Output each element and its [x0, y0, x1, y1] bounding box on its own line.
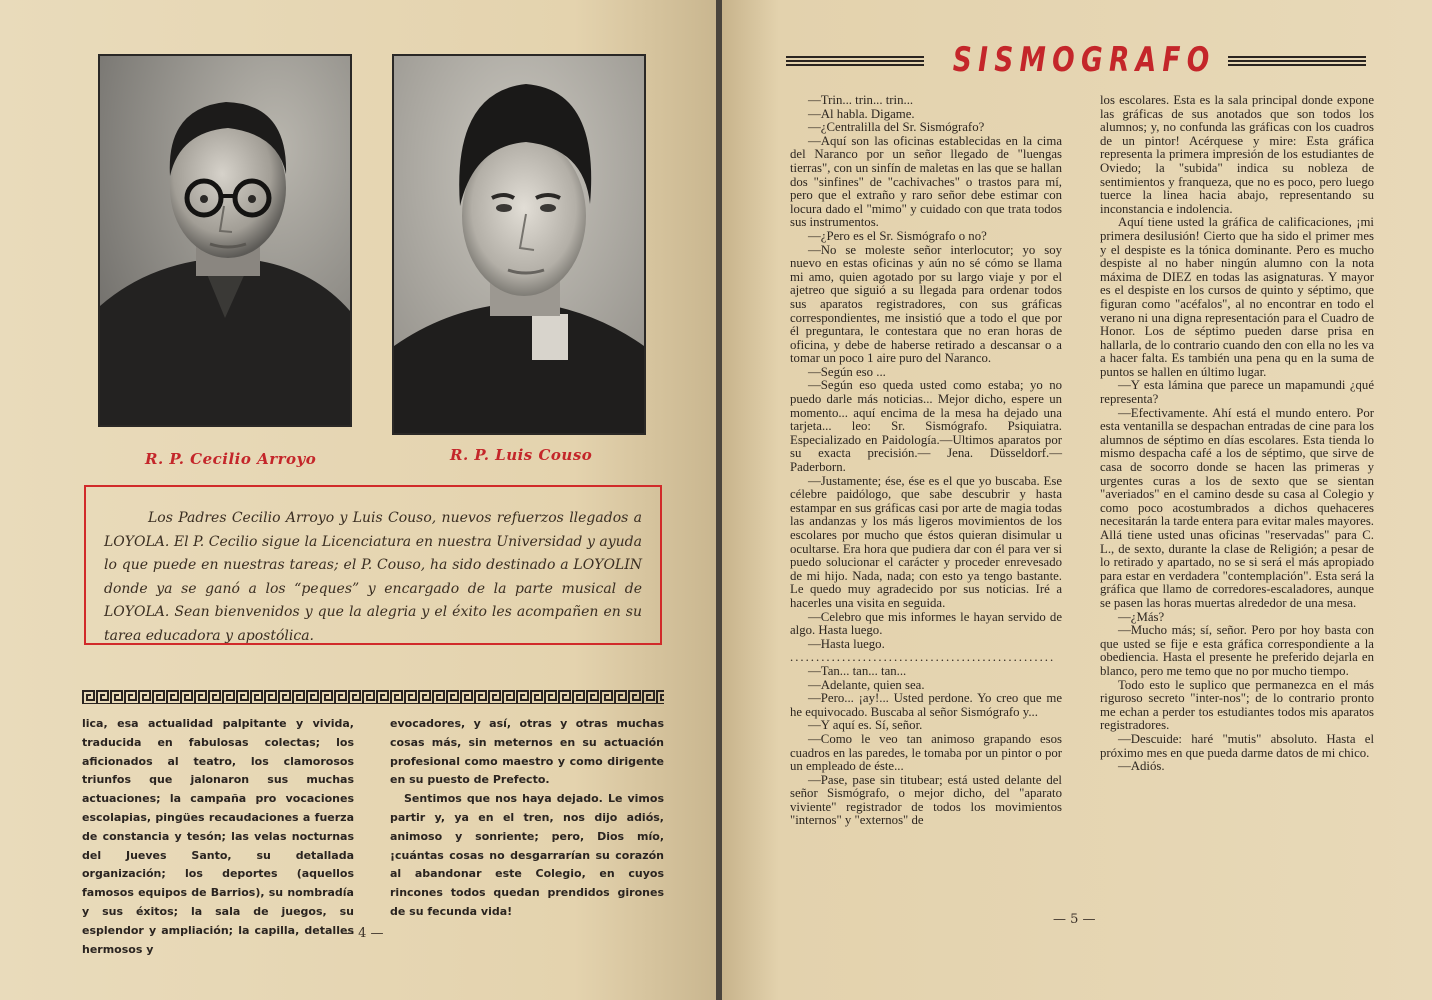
masthead-rule-left: [786, 54, 924, 68]
dialogue-line: los escolares. Esta es la sala principal donde expone las gráficas de sus anotados que son todos los alumnos; y, no confunda las gráficas con los cuadros de un pintor! Acérquese y mire: Esta gráfica representa la primera impresión de los estudiantes de Oviedo; la "subida" indica su nobleza de sentimientos y franqueza, que no es poco, pero luego tuerce la linea hacia abajo, representando su inconstancia e indolencia.: [1100, 93, 1374, 216]
dialogue-line: —Y aquí es. Sí, señor.: [808, 718, 923, 733]
dialogue-line: —Adelante, quien sea.: [808, 677, 925, 692]
sismografo-column-2: [1100, 94, 1374, 774]
dialogue-line: —Justamente; ése, ése es el que yo buscaba. Ese célebre paidólogo, que sabe descubrir y hasta estampar en sus gráficas casi por arte de magia todas las andanzas y los más ligeros movimientos de los escolares por mucho que éstos quieran disimular u ocultarse. Era hora que pudiera dar con él para ver si puedo solucionar el carácter y proceder enrevesado de mi hijo. Nada, nada; con esto ya tengo bastante. Le quedo muy agradecido por sus noticias. Iré a hacerles una visita en seguida.: [790, 473, 1062, 610]
photo-caption-couso: R. P. Luis Couso: [450, 446, 593, 464]
left-column-1-text: lica, esa actualidad palpitante y vivida, traducida en fabulosas colectas; los aficionados al teatro, los clamorosos triunfos que jalonaron sus muchas actuaciones; la campaña pro vocaciones escolapias, pingües recaudaciones a fuerza de constancia y tesón; las velas nocturnas del Jueves Santo, su detallada organización; los deportes (aquellos famosos equipos de Barrios), su nombradía y sus éxitos; la sala de juegos, su esplendor y ampliación; la capilla, detalles hermosos y: [82, 717, 354, 956]
dialogue-line: —Como le veo tan animoso grapando esos cuadros en las paredes, le tomaba por un pintor o por un empleado de éste...: [790, 731, 1062, 774]
dialogue-line: —¿Pero es el Sr. Sismógrafo o no?: [808, 228, 987, 243]
dialogue-line: —Al habla. Digame.: [808, 106, 915, 121]
left-article-column-1: [82, 715, 354, 959]
dialogue-line: —Y esta lámina que parece un mapamundi ¿qué representa?: [1100, 378, 1374, 407]
section-separator: ...................................................: [790, 651, 1056, 665]
intro-text: Los Padres Cecilio Arroyo y Luis Couso, nuevos refuerzos llegados a LOYOLA. El P. Cecilio sigue la Licenciatura en nuestra Universidad y ayuda lo que puede en nuestras tareas; el P. Couso, ha sido destinado a LOYOLIN donde ya se ganó a los “peques” y encargado de la parte musical de LOYOLA. Sean bienvenidos y que la alegria y el éxito les acompañen en su tarea educadora y apostólica.: [104, 510, 642, 644]
intro-box: [84, 485, 662, 645]
dialogue-line: —Según eso queda usted como estaba; yo no puedo darle más noticias... Mejor dicho, espere un momento... aquí encima de la mesa ha dejado una tarjeta... leo: Sr. Sismógrafo. Psiquiatra. Especializado en Paidología.—Ultimos aparatos por su exacta precisión.— Jena. Düsseldorf.— Paderborn.: [790, 378, 1062, 475]
greek-key-border: [82, 690, 664, 704]
dialogue-line: —Pero... ¡ay!... Usted perdone. Yo creo que me he equivocado. Buscaba al señor Sismógrafo y...: [790, 691, 1062, 719]
dialogue-line: —No se moleste señor interlocutor; yo soy nuevo en estas oficinas y aún no sé cómo se llama mi amo, quien agotado por su largo viaje y por el ajetreo que siguió a su llegada para ordenar todos sus aparatos registradores, con sus gráficas correspondientes, me insistió que a todo el que por él preguntara, le contestara que no eran horas de oficina, y debe de haberse retirado a descansar o a tomar un poco 1 aire puro del Naranco.: [790, 242, 1062, 366]
left-article-column-2: [390, 715, 664, 922]
page-number-right: — 5 —: [1053, 912, 1096, 927]
dialogue-line: —Trin... trin... trin...: [808, 93, 914, 107]
photo-caption-arroyo: R. P. Cecilio Arroyo: [145, 450, 317, 468]
portrait-photo-arroyo: [98, 54, 352, 427]
right-page: [722, 0, 1432, 1000]
masthead-rule-right: [1228, 54, 1366, 68]
masthead: [786, 40, 1366, 84]
dialogue-line: —Aquí son las oficinas establecidas en la cima del Naranco por un señor llegado de "luengas tierras", con un sinfín de maletas en las que se hallan dos "sinfines" de "cachivaches" o trastos para mí, pero que el extraño y raro señor debe estimar con locura dado el "mimo" y cuidado con que trata todos sus instrumentos.: [790, 133, 1062, 230]
left-column-2-para-2: Sentimos que nos haya dejado. Le vimos partir y, ya en el tren, nos dijo adiós, animoso y sonriente; pero, Dios mío, ¡cuántas cosas no desgarrarían su corazón al abandonar este Colegio, en cuyos rincones todos quedan prendidos girones de su fecunda vida!: [390, 792, 664, 918]
portrait-photo-couso: [392, 54, 646, 435]
dialogue-line: —Según eso ...: [808, 364, 886, 379]
dialogue-line: —Descuide: haré "mutis" absoluto. Hasta el próximo mes en que pueda darme datos de mi chico.: [1100, 731, 1374, 760]
dialogue-line: —Hasta luego.: [808, 636, 885, 651]
dialogue-line: —Efectivamente. Ahí está el mundo entero. Por esta ventanilla se despachan entradas de cine para los alumnos de séptimo en días escolares. Esta tienda lo mismo despacha café a los de séptimo, que sirve de casa de socorro donde se hacen las primeras y urgentes curas a los de sexto que se sientan "averiados" en el camino desde su casa al Colegio y como poco acostumbrados a dichos quehaceres necesitarán la tarde entera para evitar males mayores. Allá tiene usted unas oficinas "reservadas" para C. L., de sexto, durante la clase de Religión; a pesar de lo retirado y apartado, no se si será el más apropiado para estar en verdadera "contemplación". Esta será la gráfica que llamo de corredores-escaladores, aunque se pasen las horas muertas alrededor de una mesa.: [1100, 405, 1374, 610]
dialogue-line: —Adiós.: [1118, 759, 1165, 774]
dialogue-line: —Celebro que mis informes le hayan servido de algo. Hasta luego.: [790, 609, 1062, 638]
dialogue-line: Todo esto le suplico que permanezca en el más riguroso secreto "inter-nos"; de lo contrario pronto me echan a perder tos estudiantes todos mis aparatos registradores.: [1100, 677, 1374, 733]
dialogue-line: —Tan... tan... tan...: [808, 663, 907, 678]
dialogue-line: —Pase, pase sin titubear; está usted delante del señor Sismógrafo, o mejor dicho, del "aparato viviente" registrador de todos los movimientos "internos" y "externos" de: [790, 772, 1062, 828]
dialogue-line: —¿Más?: [1118, 609, 1165, 624]
sismografo-column-1: [790, 94, 1062, 828]
left-column-2-para-1: evocadores, y así, otras y otras muchas cosas más, sin meternos en su actuación profesional como maestro y como dirigente en su puesto de Prefecto.: [390, 717, 664, 787]
dialogue-line: —Mucho más; sí, señor. Pero por hoy basta con que usted se fije e esta gráfica correspondiente a la obediencia. Hasta el presente he preferido dejarla en blanco, pero me temo que no por mucho tiempo.: [1100, 623, 1374, 678]
dialogue-line: Aquí tiene usted la gráfica de calificaciones, ¡mi primera desilusión! Cierto que ha sido el primer mes y el despiste es la tónica dominante. Pero es mucho despiste al no haber ningún alumno con la nota máxima de DIEZ en todas las asignaturas. Y mayor es el despiste en los cursos de quinto y séptimo, que figuran como "acéfalos", al no encontrar en todo el verano ni una digna representación para el Cuadro de Honor. Los de séptimo pueden darse prisa en hallarla, de lo contrario cuando den con ella no les va a hacer falta. Es también una pena qu en la suma de puntos se hallen en último lugar.: [1100, 215, 1374, 379]
masthead-title: SISMOGRAFO: [952, 40, 1216, 80]
page-number-left: — 4 —: [341, 926, 384, 941]
dialogue-line: —¿Centralilla del Sr. Sismógrafo?: [808, 120, 985, 135]
